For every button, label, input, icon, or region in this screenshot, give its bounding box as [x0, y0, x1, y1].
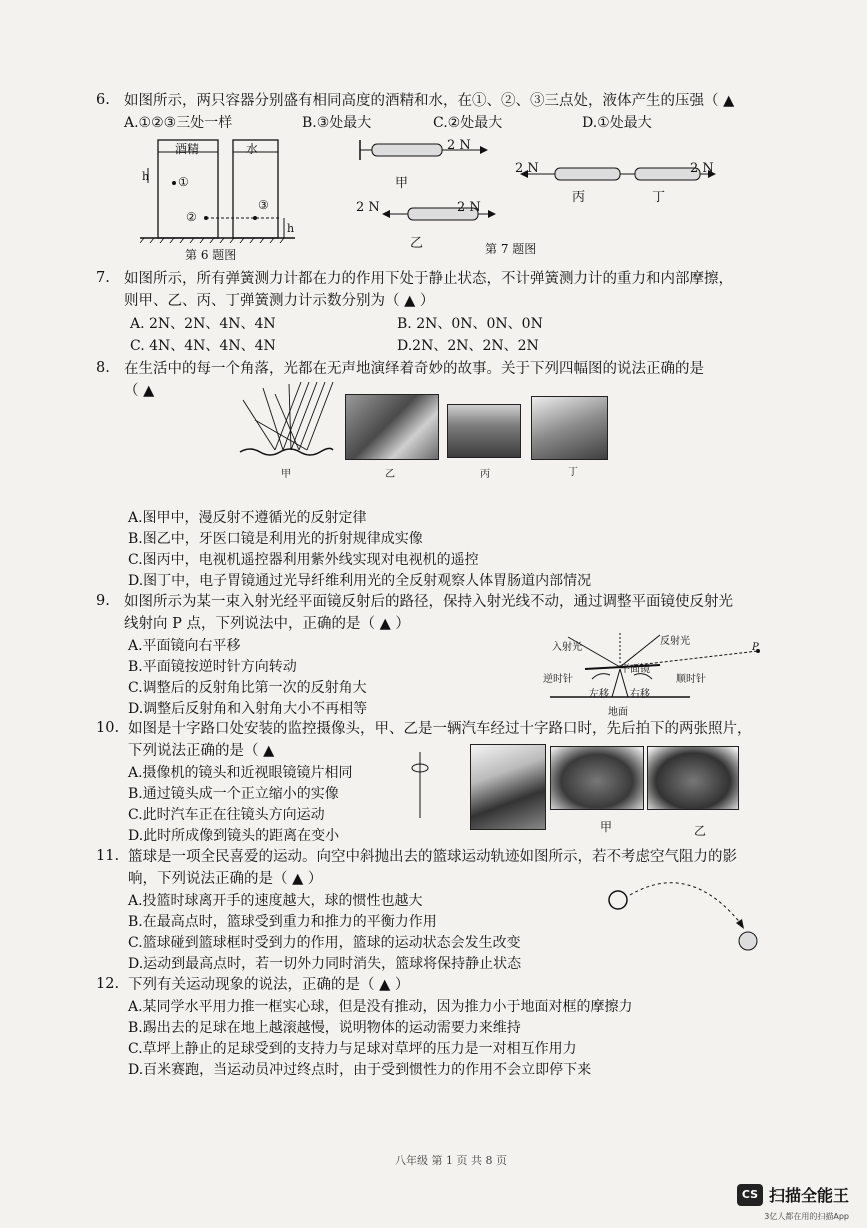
q8-photo-endoscope — [531, 396, 608, 460]
question-11-stem-line2: 响，下列说法正确的是（ ▲ ） — [128, 871, 323, 887]
q7-option-c: C. 4N、4N、4N、4N — [130, 338, 276, 354]
q7-option-b: B. 2N、0N、0N、0N — [397, 316, 543, 332]
q7-force-bing: 2 N — [515, 161, 539, 176]
q6-option-d: D.①处最大 — [582, 115, 652, 131]
q7-option-d: D.2N、2N、2N、2N — [397, 338, 539, 354]
question-7-number: 7. — [96, 270, 110, 286]
q8-label-bing: 丙 — [480, 469, 490, 480]
q9-label-cw: 顺时针 — [676, 674, 706, 685]
question-8-stem-line2: （ ▲ — [124, 383, 155, 399]
question-9-stem-line1: 如图所示为某一束入射光经平面镜反射后的路径，保持入射光线不动，通过调整平面镜使反射光 — [124, 594, 733, 610]
q8-label-jia: 甲 — [281, 469, 291, 480]
q10-option-d: D.此时所成像到镜头的距离在变小 — [128, 828, 340, 844]
page-footer: 八年级 第 1 页 共 8 页 — [395, 1154, 507, 1167]
q7-label-ding: 丁 — [652, 190, 666, 205]
q8-label-yi: 乙 — [385, 469, 395, 480]
q10-photo-camera — [470, 744, 546, 830]
q9-option-c: C.调整后的反射角比第一次的反射角大 — [128, 680, 367, 696]
q6-label-alcohol: 酒精 — [175, 142, 200, 156]
question-12-stem: 下列有关运动现象的说法，正确的是（ ▲ ） — [128, 977, 410, 993]
q9-label-mirror: 平面镜 — [620, 664, 650, 675]
q7-option-a: A. 2N、2N、4N、4N — [130, 316, 276, 332]
q8-photo-tv-remote — [447, 404, 521, 458]
q11-option-d: D.运动到最高点时，若一切外力同时消失，篮球将保持静止状态 — [128, 956, 522, 972]
q12-option-a: A.某同学水平用力推一框实心球，但是没有推动，因为推力小于地面对框的摩擦力 — [128, 999, 633, 1015]
q7-force-ding: 2 N — [690, 161, 714, 176]
q8-option-b: B.图乙中，牙医口镜是利用光的折射规律成实像 — [128, 531, 423, 547]
q12-option-d: D.百米赛跑，当运动员冲过终点时，由于受到惯性力的作用不会立即停下来 — [128, 1062, 592, 1078]
q6-label-p3: ③ — [258, 198, 269, 212]
cs-logo-icon: CS — [737, 1184, 763, 1206]
q7-force-yi-right: 2 N — [457, 200, 481, 215]
q7-label-bing: 丙 — [572, 190, 586, 205]
q12-option-c: C.草坪上静止的足球受到的支持力与足球对草坪的压力是一对相互作用力 — [128, 1041, 577, 1057]
question-6-number: 6. — [96, 92, 110, 108]
q9-option-b: B.平面镜按逆时针方向转动 — [128, 659, 297, 675]
q6-option-b: B.③处最大 — [302, 115, 372, 131]
q7-force-jia: 2 N — [447, 138, 471, 153]
q9-label-incident: 入射光 — [552, 642, 582, 653]
q6-option-a: A.①②③三处一样 — [124, 115, 233, 131]
question-7-stem-line1: 如图所示，所有弹簧测力计都在力的作用下处于静止状态，不计弹簧测力计的重力和内部摩擦， — [124, 271, 733, 287]
q9-label-p: P — [752, 642, 759, 653]
q10-label-yi: 乙 — [694, 824, 707, 838]
q6-label-p1: ① — [178, 175, 189, 189]
q11-basketball-trajectory — [600, 875, 770, 960]
q9-option-a: A.平面镜向右平移 — [128, 638, 241, 654]
q11-option-c: C.篮球碰到篮球框时受到力的作用，篮球的运动状态会发生改变 — [128, 935, 521, 951]
q9-option-d: D.调整后反射角和入射角大小不再相等 — [128, 701, 368, 717]
question-9-stem-line2: 线射向 P 点，下列说法中，正确的是（ ▲ ） — [124, 616, 410, 632]
q6-label-h2: h — [287, 222, 295, 235]
q11-option-b: B.在最高点时，篮球受到重力和推力的平衡力作用 — [128, 914, 437, 930]
q10-option-c: C.此时汽车正在往镜头方向运动 — [128, 807, 325, 823]
q6-label-p2: ② — [186, 210, 197, 224]
q8-photo-dental-mirror — [345, 394, 439, 460]
logo-tagline: 3亿人都在用的扫描App — [764, 1212, 849, 1221]
q6-option-c: C.②处最大 — [433, 115, 503, 131]
q8-option-c: C.图丙中，电视机遥控器利用紫外线实现对电视机的遥控 — [128, 552, 479, 568]
question-10-stem-line1: 如图是十字路口处安装的监控摄像头，甲、乙是一辆汽车经过十字路口时，先后拍下的两张照片， — [128, 721, 752, 737]
q6-container-figure — [140, 138, 300, 243]
q10-photo-car-jia — [550, 746, 644, 810]
scanner-logo — [737, 1183, 849, 1206]
q11-option-a: A.投篮时球离开手的速度越大，球的惯性也越大 — [128, 893, 423, 909]
q6-caption: 第 6 题图 — [185, 248, 237, 262]
question-6-stem: 如图所示，两只容器分别盛有相同高度的酒精和水，在①、②、③三点处，液体产生的压强（ ▲ — [124, 93, 735, 109]
q8-diffuse-reflection-figure — [235, 380, 335, 462]
q8-option-a: A.图甲中，漫反射不遵循光的反射定律 — [128, 510, 367, 526]
q9-label-right: 右移 — [630, 689, 650, 700]
q9-label-reflected: 反射光 — [660, 636, 690, 647]
q10-option-b: B.通过镜头成一个正立缩小的实像 — [128, 786, 339, 802]
q7-label-jia: 甲 — [395, 176, 409, 191]
q10-camera-pole-sketch — [400, 750, 440, 820]
question-7-stem-line2: 则甲、乙、丙、丁弹簧测力计示数分别为（ ▲ ） — [124, 293, 435, 309]
question-10-number: 10. — [96, 720, 120, 736]
q12-option-b: B.踢出去的足球在地上越滚越慢，说明物体的运动需要力来维持 — [128, 1020, 521, 1036]
question-9-number: 9. — [96, 593, 110, 609]
question-10-stem-line2: 下列说法正确的是（ ▲ — [128, 743, 275, 759]
q9-label-left: 左移 — [589, 689, 609, 700]
q10-label-jia: 甲 — [600, 820, 613, 834]
q9-label-ground: 地面 — [608, 707, 628, 718]
q8-option-d: D.图丁中，电子胃镜通过光导纤维利用光的全反射观察人体胃肠道内部情况 — [128, 573, 592, 589]
logo-name: 扫描全能王 — [768, 1186, 849, 1205]
question-12-number: 12. — [96, 976, 120, 992]
question-11-number: 11. — [96, 848, 120, 864]
q7-label-yi: 乙 — [410, 236, 424, 251]
q6-label-h1: h — [142, 170, 150, 183]
q7-force-yi-left: 2 N — [356, 200, 380, 215]
question-8-stem-line1: 在生活中的每一个角落，光都在无声地演绎着奇妙的故事。关于下列四幅图的说法正确的是 — [124, 361, 704, 377]
q10-option-a: A.摄像机的镜头和近视眼镜镜片相同 — [128, 765, 353, 781]
q6-label-water: 水 — [246, 142, 259, 156]
question-8-number: 8. — [96, 360, 110, 376]
q10-photo-car-yi — [647, 746, 739, 810]
question-11-stem-line1: 篮球是一项全民喜爱的运动。向空中斜抛出去的篮球运动轨迹如图所示，若不考虑空气阻力的影 — [128, 849, 737, 865]
q7-caption: 第 7 题图 — [485, 242, 537, 256]
q8-label-ding: 丁 — [568, 467, 578, 478]
q9-label-ccw: 逆时针 — [543, 674, 573, 685]
